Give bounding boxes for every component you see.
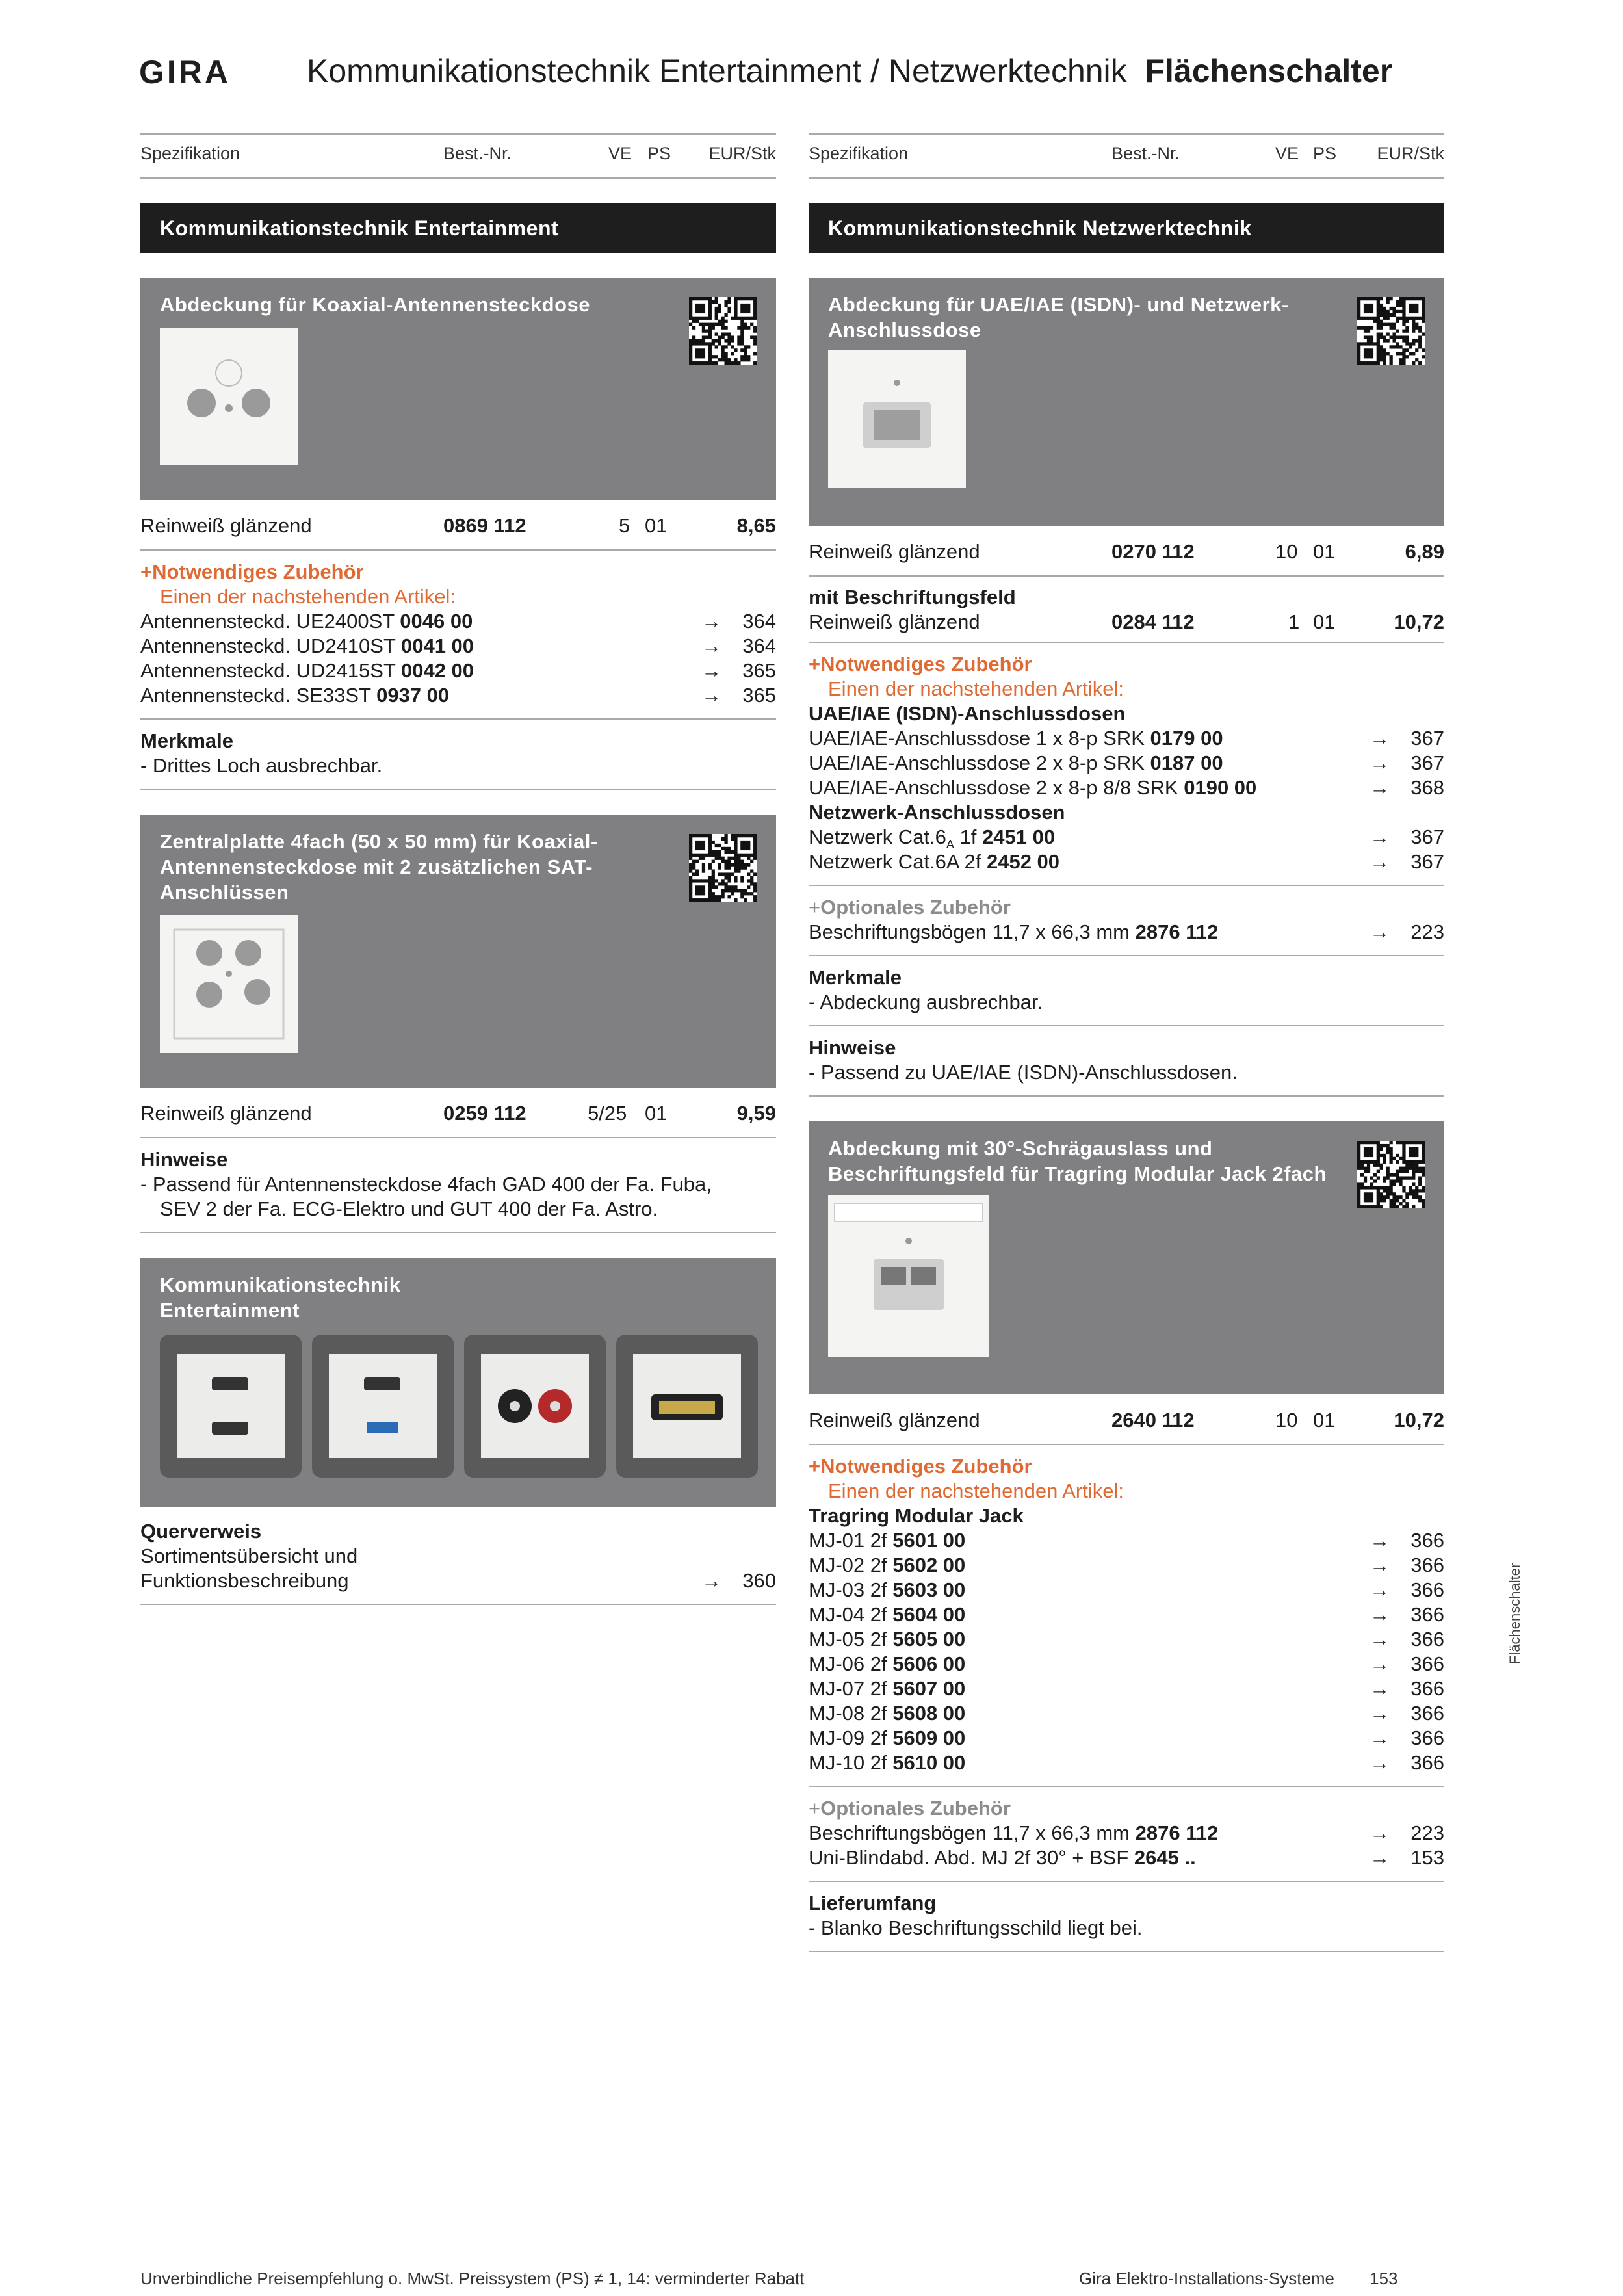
footer-company: Gira Elektro-Installations-Systeme 153 <box>1079 2269 1398 2288</box>
accessory-line: Antennensteckd. UD2415ST 0042 00 → 365 <box>140 659 776 682</box>
arrow-right-icon: → <box>1370 1727 1390 1749</box>
arrow-right-icon: → <box>701 684 721 707</box>
accessory-line: MJ-04 2f 5604 00 → 366 <box>809 1603 1444 1626</box>
accessory-line: MJ-06 2f 5606 00 → 366 <box>809 1652 1444 1675</box>
entertainment-modules <box>160 1335 758 1478</box>
accessory-block: +Notwendiges Zubehör Einen der nachstehenden Artikel: Antennensteckd. UE2400ST 0046 00 → 364 Antennensteckd. UD2410ST 0041 00 → 364 Antennensteckd. UD2415ST 0042 00 → 365 Antennensteckd. SE33ST 0937 00 → 365 <box>140 551 776 720</box>
arrow-right-icon: → <box>1370 1603 1390 1626</box>
xref-block: Querverweis Sortimentsübersicht und Funktionsbeschreibung → 360 <box>140 1507 776 1605</box>
accessory-line: UAE/IAE-Anschlussdose 2 x 8-p SRK 0187 00 → 367 <box>809 751 1444 774</box>
product-card-coax: Abdeckung für Koaxial-Antennensteckdose <box>140 278 776 500</box>
entertainment-module-images <box>160 1335 758 1478</box>
plus-icon: + <box>809 1797 821 1820</box>
features-block: Merkmale - Drittes Loch ausbrechbar. <box>140 720 776 790</box>
column-header: Spezifikation Best.-Nr. VE PS EUR/Stk <box>809 133 1444 179</box>
modular-jack-cover-image <box>828 1195 989 1357</box>
arrow-right-icon: → <box>1370 1751 1390 1774</box>
arrow-right-icon: → <box>701 634 721 657</box>
brand-logo: GIRA <box>139 54 231 90</box>
arrow-right-icon: → <box>1370 1529 1390 1552</box>
plus-icon: + <box>140 560 153 583</box>
arrow-right-icon: → <box>1370 920 1390 943</box>
accessory-block: +Notwendiges Zubehör Einen der nachstehenden Artikel: UAE/IAE (ISDN)-Anschlussdosen UAE/IAE-Anschlussdose 1 x 8-p SRK 0179 00 → 367 UAE/IAE-Anschlussdose 2 x 8-p SRK 0187 00 → 367 UAE/IAE-Anschlussdose 2 x 8-p 8/8 SRK 0190 00 → 368 Netzwerk-Anschlussdosen Netzwerk $Cat.6_A$ 1f 2451 00 → 367 Netzwerk Cat.6A 2f 2452 00 → 367 <box>809 643 1444 886</box>
article-row: Reinweiß glänzend 0259 112 5/25 01 9,59 <box>140 1088 776 1138</box>
qr-code-icon[interactable] <box>689 297 757 365</box>
arrow-right-icon: → <box>1370 1578 1390 1601</box>
accessory-line: Antennensteckd. SE33ST 0937 00 → 365 <box>140 684 776 707</box>
accessory-line: Beschriftungsbögen 11,7 x 66,3 mm 2876 112 → 223 <box>809 1821 1444 1844</box>
accessory-line: Uni-Blindabd. Abd. MJ 2f 30° + BSF 2645 .. → 153 <box>809 1846 1444 1869</box>
qr-code-icon[interactable] <box>1357 1141 1425 1208</box>
arrow-right-icon: → <box>1370 1628 1390 1650</box>
notes-block: Hinweise - Passend zu UAE/IAE (ISDN)-Anschlussdosen. <box>809 1026 1444 1097</box>
arrow-right-icon: → <box>1370 1821 1390 1844</box>
accessory-line: Antennensteckd. UE2400ST 0046 00 → 364 <box>140 610 776 633</box>
accessory-line: MJ-02 2f 5602 00 → 366 <box>809 1554 1444 1576</box>
arrow-right-icon: → <box>701 659 721 682</box>
page-number: 153 <box>1370 2269 1398 2288</box>
article-row: Reinweiß glänzend 0270 112 10 01 6,89 <box>809 526 1444 577</box>
product-card-central-plate: Zentralplatte 4fach (50 x 50 mm) für Koaxial-Antennensteckdose mit 2 zusätzlichen SAT-Anschlüssen <box>140 815 776 1088</box>
notes-block: Hinweise - Passend für Antennensteckdose 4fach GAD 400 der Fa. Fuba, SEV 2 der Fa. ECG-Elektro und GUT 400 der Fa. Astro. <box>140 1138 776 1233</box>
accessory-line: MJ-03 2f 5603 00 → 366 <box>809 1578 1444 1601</box>
left-column <box>140 133 776 1605</box>
arrow-right-icon: → <box>1370 1677 1390 1700</box>
qr-code-icon[interactable] <box>1357 297 1425 365</box>
page-title: Kommunikationstechnik Entertainment / Netzwerktechnik Flächenschalter <box>307 53 1393 89</box>
plus-icon: + <box>809 896 821 919</box>
arrow-right-icon: → <box>1370 1554 1390 1576</box>
arrow-right-icon: → <box>1370 1702 1390 1725</box>
arrow-right-icon: → <box>1370 776 1390 799</box>
accessory-block: +Notwendiges Zubehör Einen der nachstehenden Artikel: Tragring Modular Jack MJ-01 2f 5601 00 → 366 MJ-02 2f 5602 00 → 366 MJ-03 2f 5603 00 → 366 MJ-04 2f 5604 00 → 366 MJ-05 2f 5605 00 → 366 MJ-06 2f 5606 00 → 366 MJ-07 2f 5607 00 → 366 MJ-08 2f 5608 00 → 366 MJ-09 2f 5609 00 → 366 MJ-10 2f 5610 00 → 366 <box>809 1445 1444 1787</box>
accessory-line: MJ-07 2f 5607 00 → 366 <box>809 1677 1444 1700</box>
features-block: Merkmale - Abdeckung ausbrechbar. <box>809 956 1444 1026</box>
footer-note: Unverbindliche Preisempfehlung o. MwSt. Preissystem (PS) ≠ 1, 14: verminderter Rabatt <box>140 2269 805 2288</box>
accessory-line: MJ-10 2f 5610 00 → 366 <box>809 1751 1444 1774</box>
accessory-line: UAE/IAE-Anschlussdose 2 x 8-p 8/8 SRK 0190 00 → 368 <box>809 776 1444 799</box>
entertainment-overview-card: Kommunikationstechnik Entertainment <box>140 1258 776 1507</box>
accessory-line: Antennensteckd. UD2410ST 0041 00 → 364 <box>140 634 776 657</box>
article-row-label-field: mit Beschriftungsfeld Reinweiß glänzend 0284 112 1 01 10,72 <box>809 577 1444 643</box>
arrow-right-icon: → <box>1370 751 1390 774</box>
qr-code-icon[interactable] <box>689 834 757 902</box>
plus-icon: + <box>809 1455 821 1478</box>
arrow-right-icon: → <box>701 610 721 633</box>
side-label: Flächenschalter <box>1507 1563 1523 1664</box>
plus-icon: + <box>809 653 821 675</box>
section-bar: Kommunikationstechnik Netzwerktechnik <box>809 203 1444 253</box>
arrow-right-icon: → <box>1370 850 1390 873</box>
product-card-uae: Abdeckung für UAE/IAE (ISDN)- und Netzwerk-Anschlussdose <box>809 278 1444 526</box>
optional-accessory-block: +Optionales Zubehör Beschriftungsbögen 11,7 x 66,3 mm 2876 112 → 223 <box>809 886 1444 956</box>
product-card-modular-jack: Abdeckung mit 30°-Schrägauslass und Beschriftungsfeld für Tragring Modular Jack 2fach <box>809 1121 1444 1394</box>
column-header: Spezifikation Best.-Nr. VE PS EUR/Stk <box>140 133 776 179</box>
article-row: Reinweiß glänzend 0869 112 5 01 8,65 <box>140 500 776 551</box>
arrow-right-icon: → <box>1370 1652 1390 1675</box>
accessory-line: MJ-01 2f 5601 00 → 366 <box>809 1529 1444 1552</box>
optional-accessory-block: +Optionales Zubehör Beschriftungsbögen 11,7 x 66,3 mm 2876 112 → 223 Uni-Blindabd. Abd. MJ 2f 30° + BSF 2645 .. → 153 <box>809 1787 1444 1882</box>
delivery-block: Lieferumfang - Blanko Beschriftungsschild liegt bei. <box>809 1882 1444 1952</box>
section-bar: Kommunikationstechnik Entertainment <box>140 203 776 253</box>
accessory-line: MJ-09 2f 5609 00 → 366 <box>809 1727 1444 1749</box>
accessory-line: MJ-08 2f 5608 00 → 366 <box>809 1702 1444 1725</box>
arrow-right-icon: → <box>701 1569 721 1592</box>
accessory-line: UAE/IAE-Anschlussdose 1 x 8-p SRK 0179 00 → 367 <box>809 727 1444 750</box>
article-row: Reinweiß glänzend 2640 112 10 01 10,72 <box>809 1394 1444 1445</box>
arrow-right-icon: → <box>1370 1846 1390 1869</box>
central-plate-image <box>160 915 298 1053</box>
uae-cover-image <box>828 350 966 488</box>
arrow-right-icon: → <box>1370 727 1390 750</box>
accessory-line: MJ-05 2f 5605 00 → 366 <box>809 1628 1444 1650</box>
right-column <box>809 133 1444 1952</box>
arrow-right-icon: → <box>1370 826 1390 848</box>
coax-cover-image <box>160 328 298 465</box>
